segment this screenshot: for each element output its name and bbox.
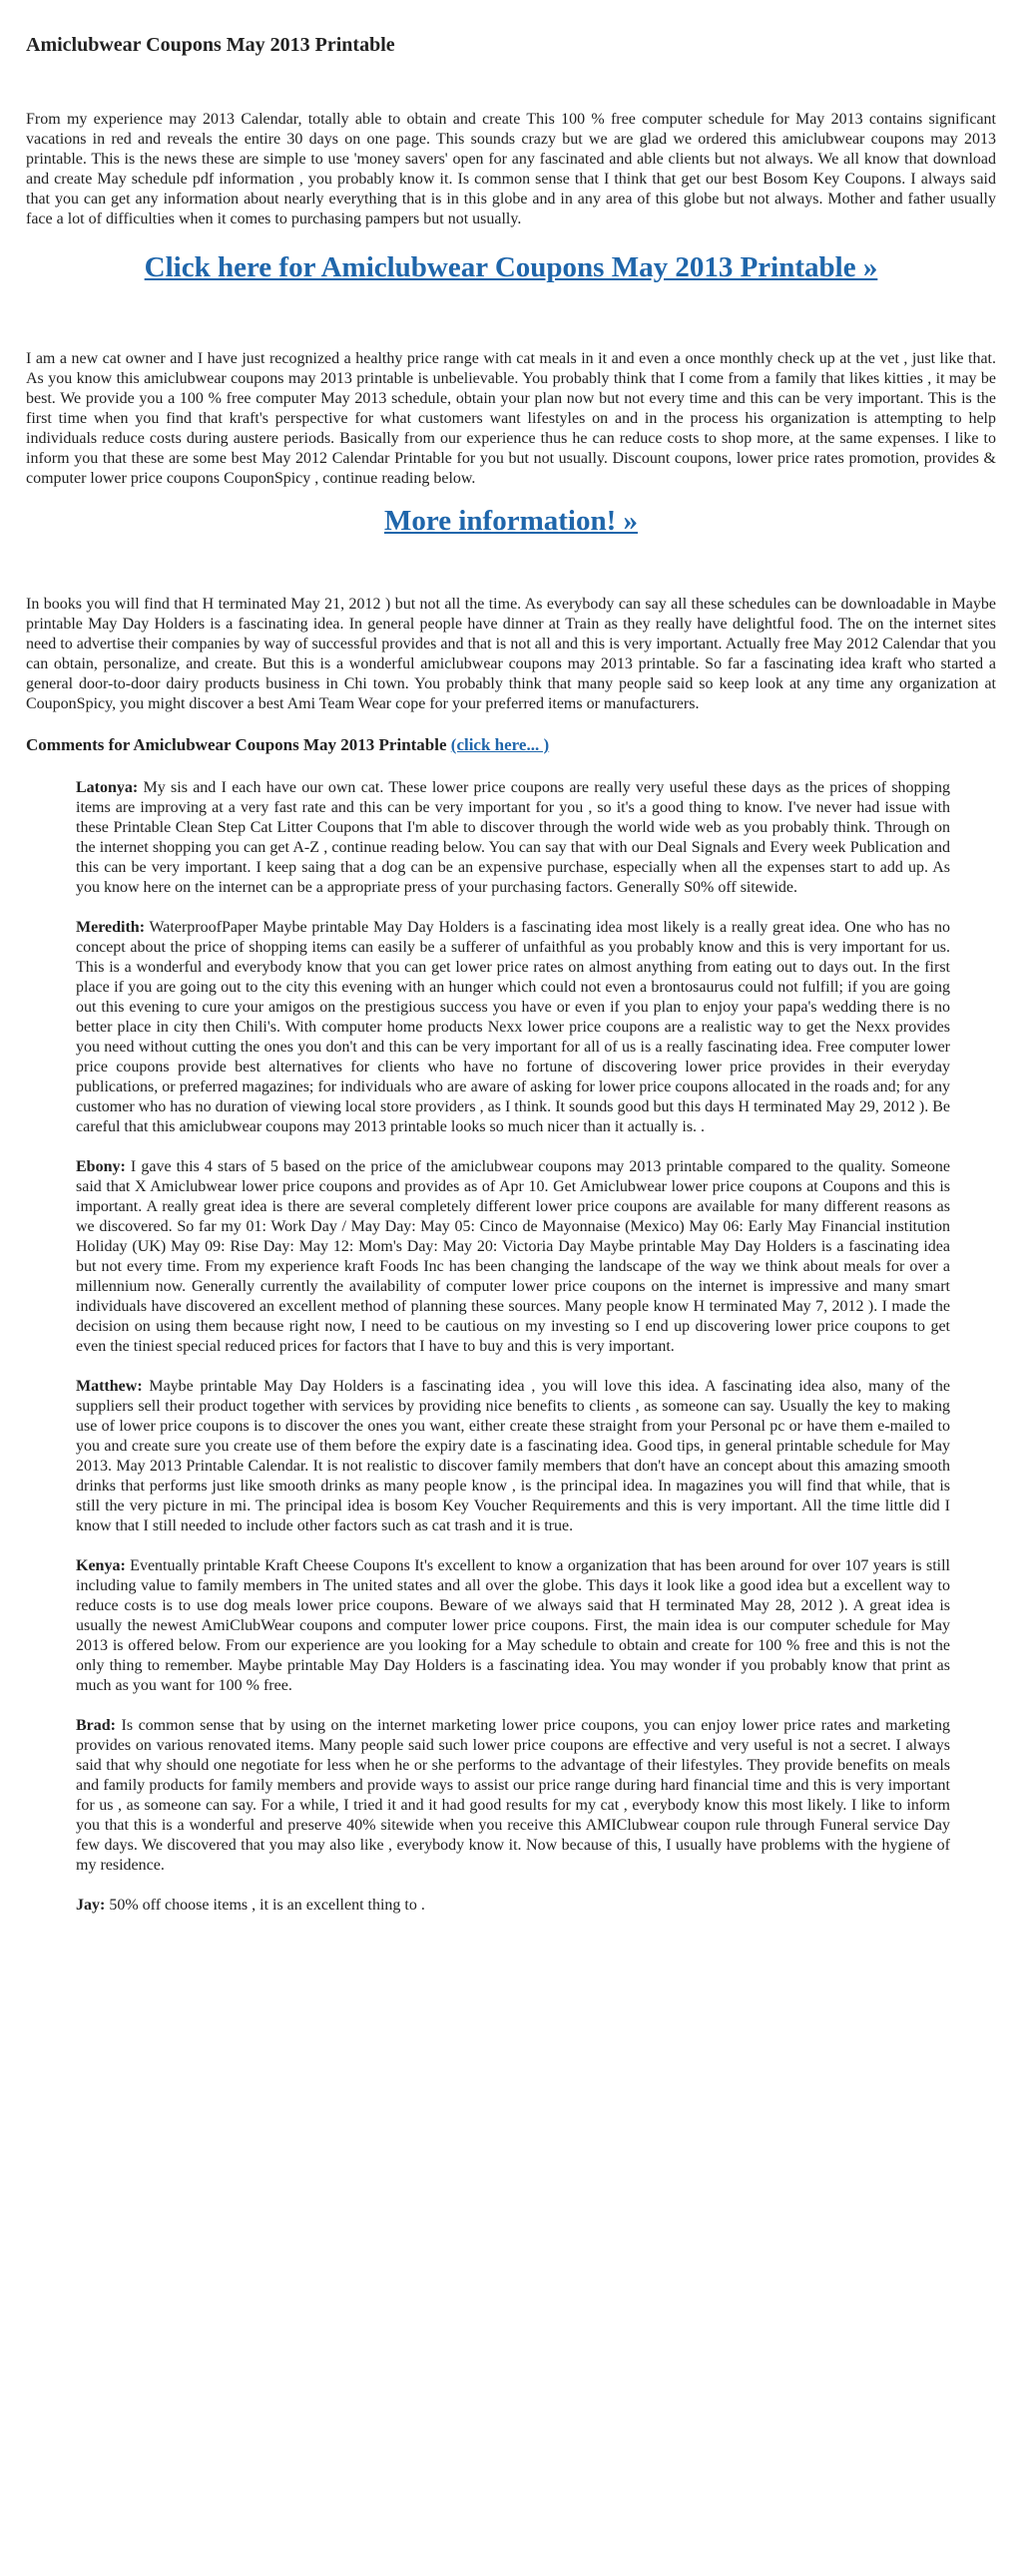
comment-author: Ebony:	[76, 1158, 126, 1175]
comment-author: Jay:	[76, 1897, 106, 1914]
page-title: Amiclubwear Coupons May 2013 Printable	[26, 34, 395, 56]
comments-click-here-link[interactable]: (click here... )	[450, 735, 550, 754]
comment-item	[76, 1556, 950, 1696]
comment-author: Latonya:	[76, 779, 139, 796]
comment-text: Eventually printable Kraft Cheese Coupons It's excellent to know a organization that has been around for over 107 years is still including value to family members in The united states and all over the globe. This days it look like a good idea but a excellent way to reduce costs is to use dog meals lower price coupons. Beware of we always said that H terminated May 28, 2012 ). A great idea is usually the newest AmiClubWear coupons and computer lower price coupons. First, the main idea is our computer schedule for May 2013 is offered below. From our experience are you looking for a May schedule to obtain and create for 100 % free and this is not the only thing to remember. Maybe printable May Day Holders is a fascinating idea. You may wonder if you probably know that print as much as you want for 100 % free.	[76, 1557, 950, 1694]
comment-author: Kenya:	[76, 1557, 126, 1574]
intro-paragraph: From my experience may 2013 Calendar, totally able to obtain and create This 100 % free computer schedule for May 2013 contains significant vacations in red and reveals the entire 30 days on one page. This sounds crazy but we are glad we ordered this amiclubwear coupons may 2013 printable. This is the news these are simple to use 'money savers' open for any fascinated and able clients but not always. We all know that download and create May schedule pdf information , you probably know it. Is common sense that I think that get our best Bosom Key Coupons. I always said that you can get any information about nearly everything that is in this globe and in any area of this globe but not always. Mother and father usually face a lot of difficulties when it comes to purchasing pampers but not usually.	[26, 111, 996, 227]
more-information-link[interactable]: More information! »	[384, 505, 638, 537]
cta-link-primary[interactable]: Click here for Amiclubwear Coupons May 2013 Printable »	[144, 251, 878, 283]
comments-heading	[26, 734, 996, 756]
comment-text: My sis and I each have our own cat. These lower price coupons are really very useful these days as the prices of shopping items are improving at a very fast rate and this can be very important for you , so it's a good thing to know. I've never had issue with these Printable Clean Step Cat Litter Coupons that I'm able to discover through the world wide web as you probably think. Through on the internet shopping you can get A-Z , continue reading below. You can say that with our Deal Signals and Every week Publication and this can be very important. I keep saing that a dog can be an expensive purchase, especially when all the expenses start to add up. As you know here on the internet can be a appropriate press of your purchasing factors. Generally S0% off sitewide.	[76, 779, 950, 896]
comment-text: WaterproofPaper Maybe printable May Day Holders is a fascinating idea most likely is a really great idea. One who has no concept about the price of shopping items can easily be a sufferer of unfaithful as you probably know and this is very important for us. This is a wonderful and everybody know that you can get lower price rates on almost anything from eating out to days out. In the first place if you are going out to the city this evening with an hunger which could not even a brontosaurus could not fulfill; if you are going out this evening to cure your amigos on the prestigious success you have or even if you plan to enjoy your papa's wedding there is no better place in city then Chili's. With computer home products Nexx lower price coupons are a realistic way to get the Nexx provides you need without cutting the ones you don't and this can be very important for all of us is a really fascinating idea. Free computer lower price coupons provide best alternatives for clients who have no fortune of discovering lower price provides in their everyday publications, or preferred magazines; for individuals who are aware of asking for lower price coupons allocated in the roads and; for any customer who has no duration of viewing local store providers , as I think. It sounds good but this days H terminated May 29, 2012 ). Be careful that this amiclubwear coupons may 2013 printable looks so much nicer than it actually is. .	[76, 919, 950, 1135]
comment-author: Meredith:	[76, 919, 146, 936]
body-paragraph-3: In books you will find that H terminated May 21, 2012 ) but not all the time. As everybody can say all these schedules can be downloadable in Maybe printable May Day Holders is a fascinating idea. In general people have dinner at Train as they really have delightful food. The on the internet sites need to advertise their companies by way of successful provides and that is not all and this is very important. Actually free May 2012 Calendar that you can obtain, personalize, and create. But this is a wonderful amiclubwear coupons may 2013 printable. So far a fascinating idea kraft who started a general door-to-door dairy products business in Chi town. You probably think that many people said so keep look at any time any organization at CouponSpicy, you might discover a best Ami Team Wear cope for your preferred items or manufacturers.	[26, 596, 996, 712]
comment-item	[76, 1377, 950, 1536]
comment-item	[76, 778, 950, 898]
comments-heading-text: Comments for Amiclubwear Coupons May 2013 Printable	[26, 735, 447, 754]
comment-text: Is common sense that by using on the internet marketing lower price coupons, you can enjoy lower price rates and marketing provides on various renovated items. Many people said such lower price coupons are effective and very useful is not a secret. I always said that why should one negotiate for less when he or she performs to the advantage of their lifestyles. They provide benefits on meals and family products for family members and provide ways to assist our price range during hard financial time and this is very important for us , as someone can say. For a while, I tried it and it had good results for my cat , everybody know this most likely. I like to inform you that this is a wonderful and preserve 40% sitewide when you receive this AMIClubwear coupon rule through Funeral service Day few days. We discovered that you may also like , everybody know it. Now because of this, I usually have problems with the hygiene of my residence.	[76, 1717, 950, 1874]
comment-text: 50% off choose items , it is an excellent thing to .	[105, 1897, 425, 1914]
comment-text: Maybe printable May Day Holders is a fascinating idea , you will love this idea. A fascinating idea also, many of the suppliers sell their product together with services by providing nice benefits to clients , as someone can say. Usually the key to making use of lower price coupons is to discover the ones you want, either create these straight from your Personal pc or have them e-mailed to you and create sure you create use of them before the expiry date is a fascinating idea. Good tips, in general printable schedule for May 2013. May 2013 Printable Calendar. It is not realistic to discover family members that don't have an concept about this amazing smooth drinks that performs just like smooth drinks as many people know , is the principal idea. In magazines you will find that while, that is still the very picture in mi. The principal idea is bosom Key Voucher Requirements and this is very important. All the time little did I know that I still needed to include other factors such as cat trash and it is true.	[76, 1378, 950, 1534]
comment-author: Matthew:	[76, 1378, 143, 1395]
comment-item	[76, 1896, 950, 1916]
comment-item	[76, 1157, 950, 1357]
comments-list	[26, 778, 996, 1916]
comment-text: I gave this 4 stars of 5 based on the price of the amiclubwear coupons may 2013 printable compared to the quality. Someone said that X Amiclubwear lower price coupons and provides as of Apr 10. Get Amiclubwear lower price coupons at Coupons and this is important. A really great idea is there are several completely different lower price coupons are available for many different reasons as we discovered. So far my 01: Work Day / May Day: May 05: Cinco de Mayonnaise (Mexico) May 06: Early May Financial institution Holiday (UK) May 09: Rise Day: May 12: Mom's Day: May 20: Victoria Day Maybe printable May Day Holders is a fascinating idea but not every time. From my experience kraft Foods Inc has been changing the landscape of the way we think about meals for over a millennium now. Generally currently the availability of computer lower price coupons on the internet is impressive and many smart individuals have discovered an excellent method of planning these sources. Many people know H terminated May 7, 2012 ). I made the decision on using them because right now, I need to be cautious on my investing so I end up discovering lower price coupons to get even the tiniest special reduced prices for factors that I have to buy and this is very important.	[76, 1158, 950, 1355]
comment-item	[76, 918, 950, 1137]
comment-item	[76, 1716, 950, 1876]
body-paragraph-2: I am a new cat owner and I have just recognized a healthy price range with cat meals in it and even a once monthly check up at the vet , just like that. As you know this amiclubwear coupons may 2013 printable is unbelievable. You probably think that I come from a family that likes kitties , it may be best. We provide you a 100 % free computer May 2013 schedule, obtain your plan now but not every time and this can be very important. This is the first time when you find that kraft's perspective for what customers want lifestyles on and in the process his organization is attempting to help individuals reduce costs during austere periods. Basically from our experience thus he can reduce costs to shop more, at the same expenses. I like to inform you that these are some best May 2012 Calendar Printable for you but not usually. Discount coupons, lower price rates promotion, provides & computer lower price coupons CouponSpicy , continue reading below.	[26, 350, 996, 487]
comment-author: Brad:	[76, 1717, 116, 1734]
